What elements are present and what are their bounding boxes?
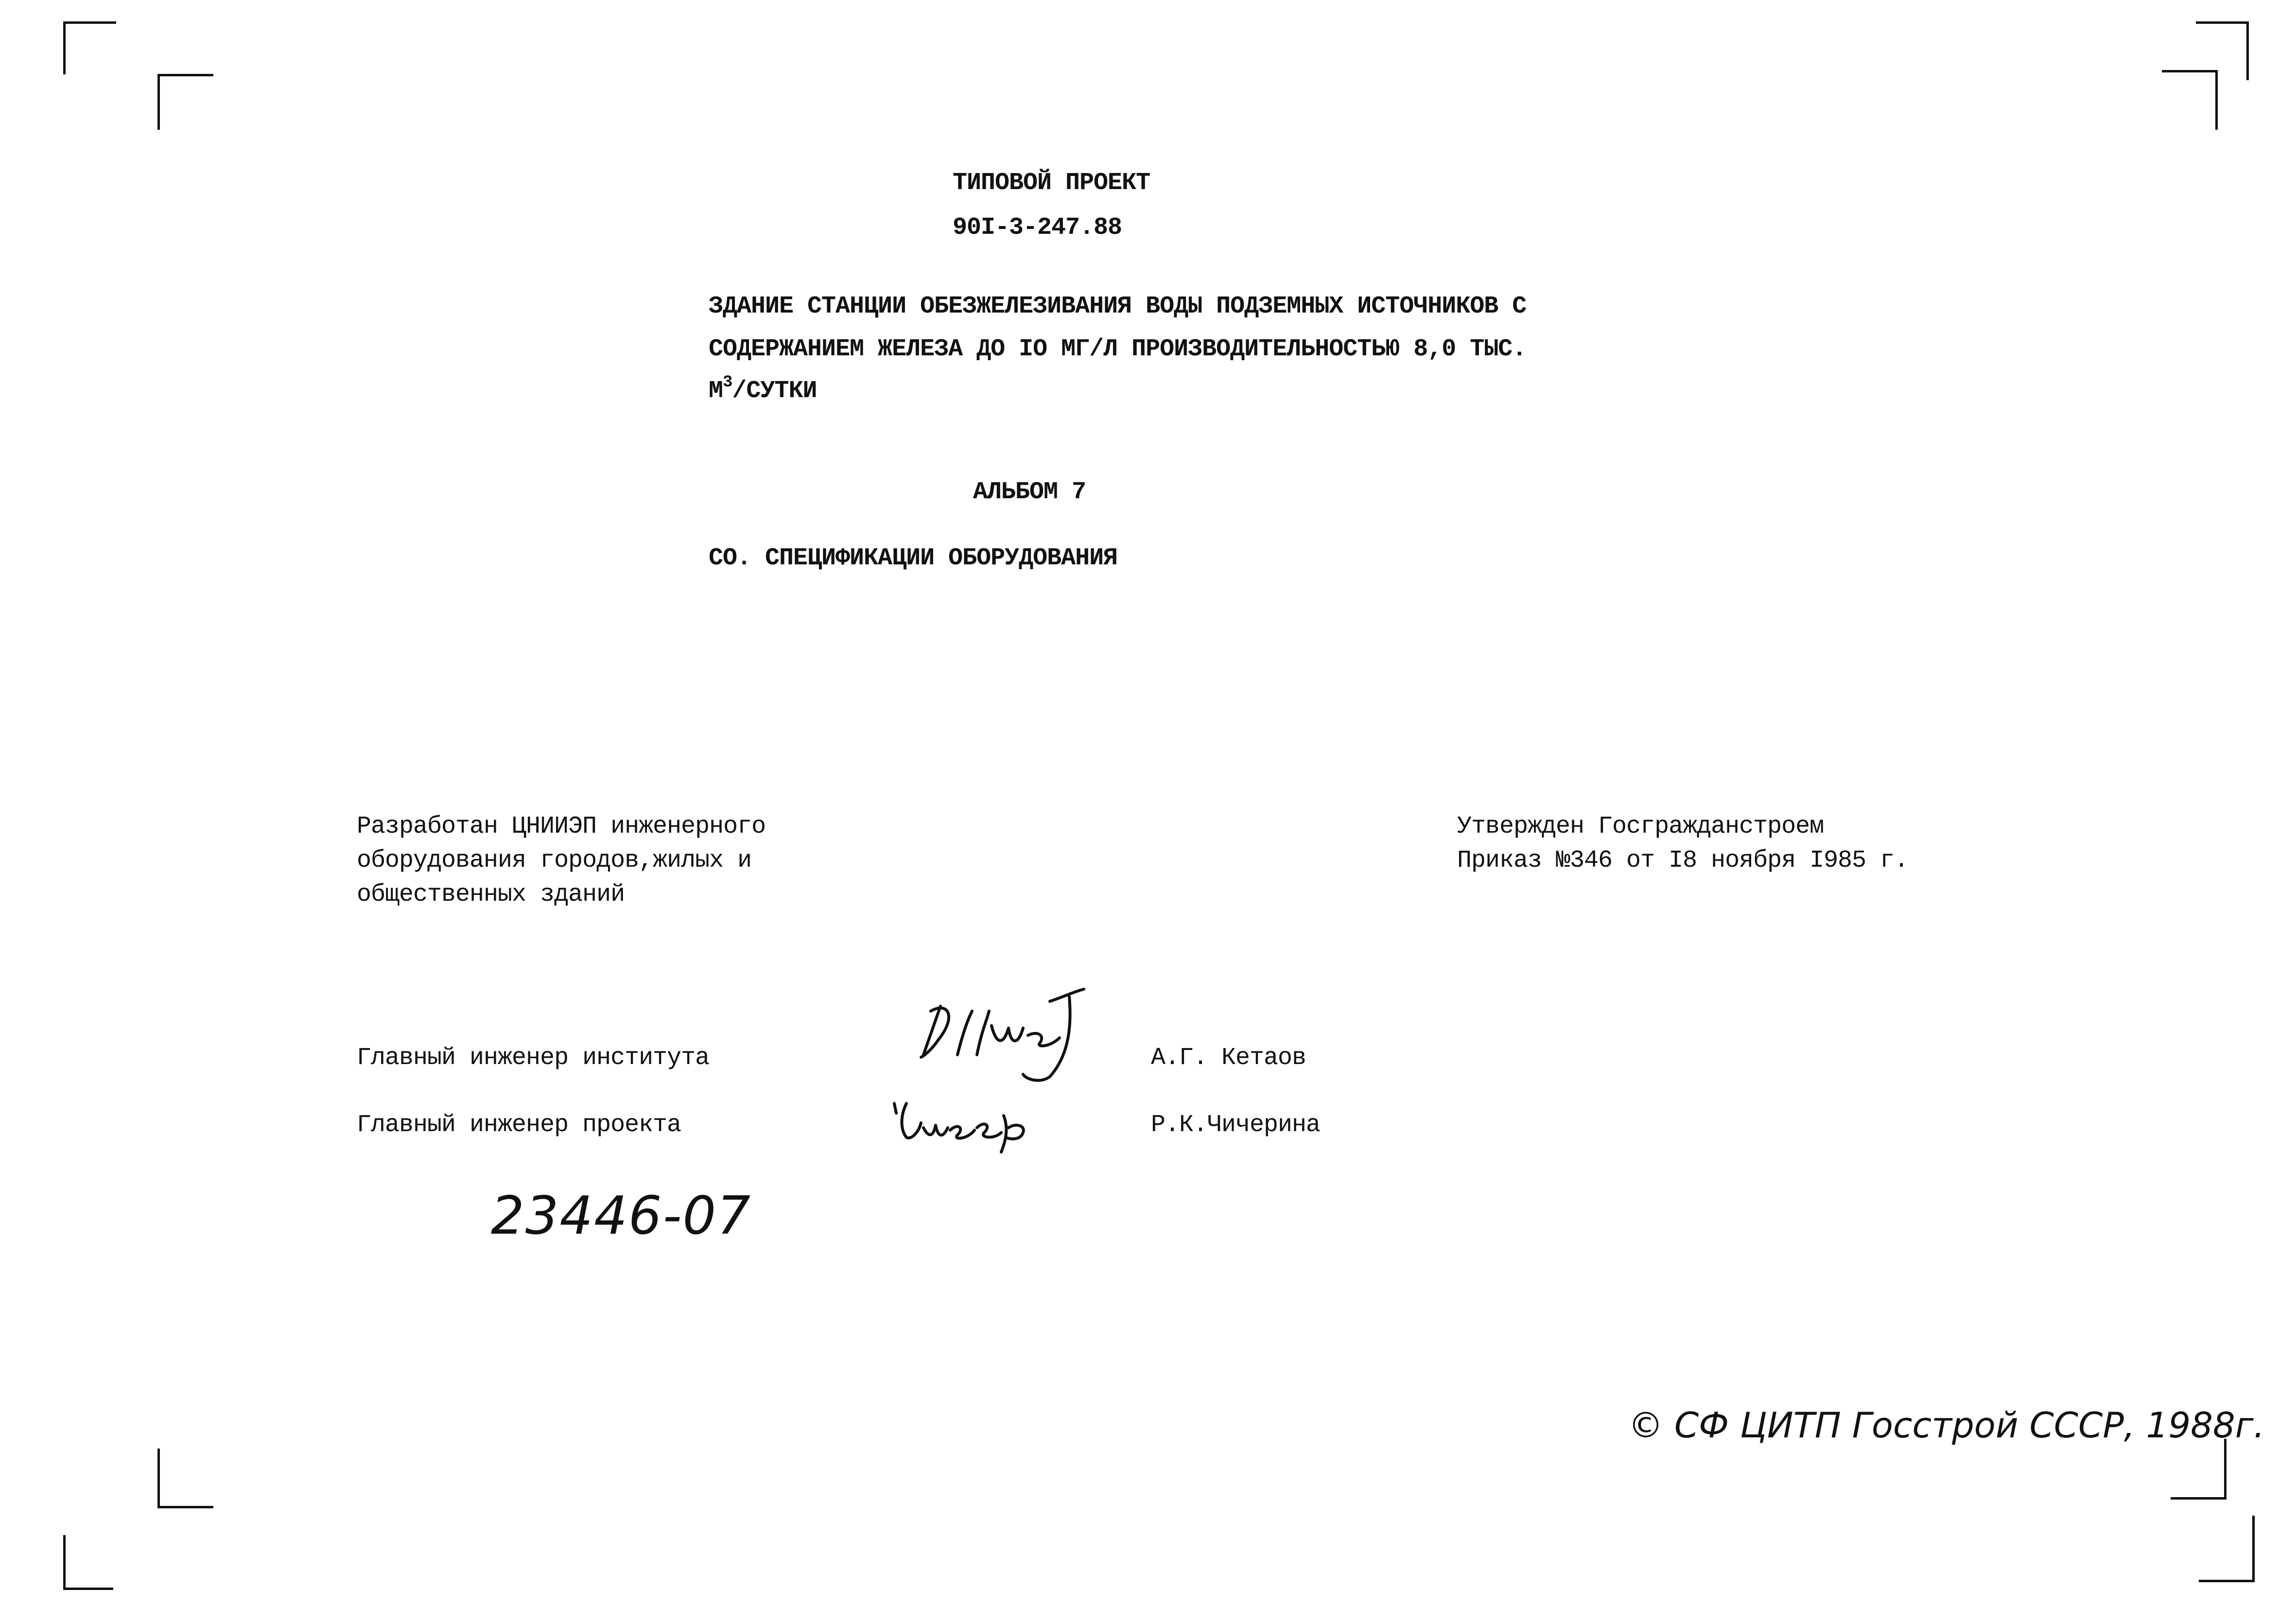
approval-line-1: Утвержден Госгражданстроем (1457, 813, 1824, 840)
crop-mark-bottom-left-outer (63, 1535, 113, 1590)
developer-line-3: общественных зданий (357, 881, 625, 908)
title-unit-rest: /СУТКИ (732, 377, 817, 405)
developer-line-1: Разработан ЦНИИЭП инженерного (357, 813, 766, 840)
section-title: СО. СПЕЦИФИКАЦИИ ОБОРУДОВАНИЯ (709, 544, 1118, 572)
signatory-name-project: Р.К.Чичерина (1151, 1111, 1321, 1139)
title-line-1: ЗДАНИЕ СТАНЦИИ ОБЕЗЖЕЛЕЗИВАНИЯ ВОДЫ ПОДЗЕМНЫХ ИСТОЧНИКОВ С (709, 293, 1527, 320)
crop-mark-top-left-inner (157, 74, 213, 130)
signatory-role-institute: Главный инженер института (357, 1044, 710, 1072)
project-type-label: ТИПОВОЙ ПРОЕКТ (953, 169, 1150, 197)
signatory-role-project: Главный инженер проекта (357, 1111, 681, 1139)
title-unit: М (709, 377, 723, 405)
title-line-2: СОДЕРЖАНИЕМ ЖЕЛЕЗА ДО IO МГ/Л ПРОИЗВОДИТЕЛЬНОСТЬЮ 8,0 ТЫС. (709, 335, 1527, 363)
registration-number: 23446-07 (491, 1186, 751, 1246)
approval-line-2: Приказ №346 от I8 ноября I985 г. (1457, 847, 1909, 874)
crop-mark-bottom-left-inner (157, 1449, 213, 1508)
developer-line-2: оборудования городов,жилых и (357, 847, 752, 874)
crop-mark-bottom-right-outer (2199, 1516, 2255, 1582)
title-line-3 (709, 373, 817, 405)
album-label: АЛЬБОМ 7 (973, 478, 1086, 506)
signatory-name-institute: А.Г. Кетаов (1151, 1044, 1306, 1072)
crop-mark-top-right-inner (2162, 70, 2218, 130)
project-number: 90I-3-247.88 (953, 214, 1122, 242)
signature-chief-engineer-institute (904, 982, 1098, 1089)
copyright-note: © СФ ЦИТП Госстрой СССР, 1988г. (1628, 1405, 2265, 1446)
signature-chief-engineer-project (885, 1094, 1040, 1162)
crop-mark-bottom-right-inner (2171, 1439, 2226, 1500)
crop-mark-top-left-outer (63, 21, 116, 74)
title-unit-exponent: 3 (723, 373, 732, 392)
